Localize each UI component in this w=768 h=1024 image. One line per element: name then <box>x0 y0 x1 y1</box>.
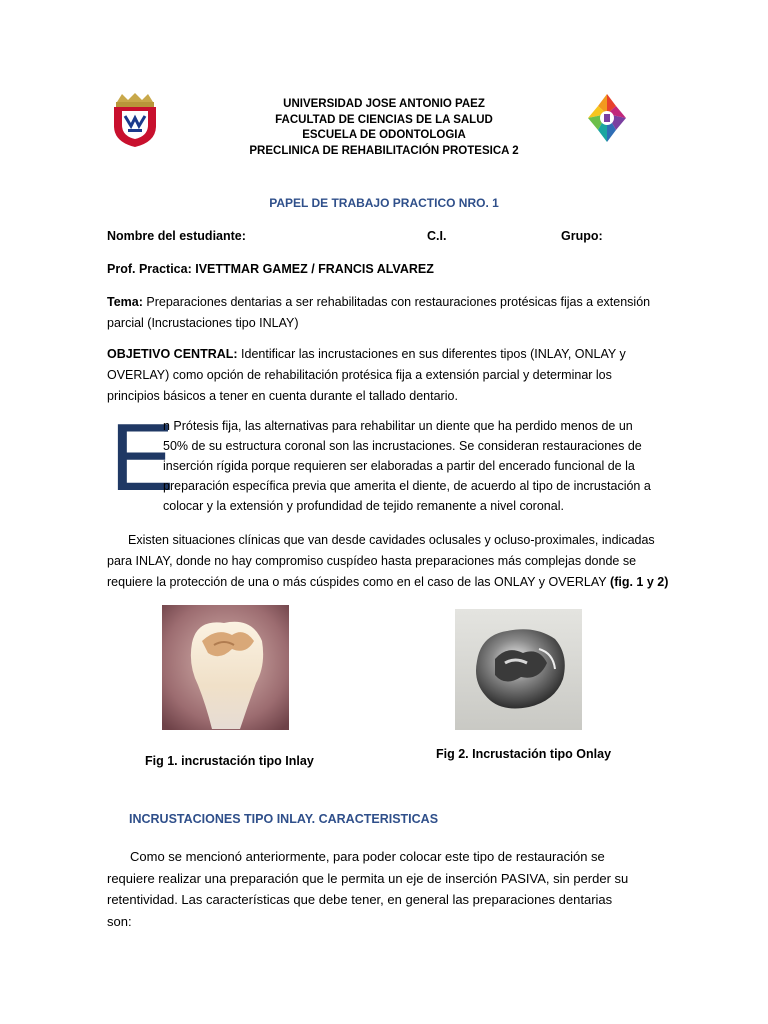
intro-line: colocar y la extensión y profundidad de tejido remanente a nivel coronal. <box>163 499 564 513</box>
intro-line: 50% de su estructura coronal son las incrustaciones. Se consideran restauraciones de <box>163 439 642 453</box>
header-university: UNIVERSIDAD JOSE ANTONIO PAEZ <box>283 98 485 110</box>
tema-text-2: parcial (Incrustaciones tipo INLAY) <box>107 316 299 330</box>
fig1-caption: Fig 1. incrustación tipo Inlay <box>145 754 314 768</box>
group-label: Grupo: <box>561 229 603 243</box>
university-crest-logo <box>110 92 160 148</box>
student-name-label: Nombre del estudiante: <box>107 229 246 243</box>
objetivo-text-3: principios básicos a tener en cuenta durante el tallado dentario. <box>107 389 458 403</box>
tema-label: Tema: <box>107 295 143 309</box>
situaciones-text-2: para INLAY, donde no hay compromiso cuspídeo hasta preparaciones más complejas donde se <box>107 554 637 568</box>
closing-paragraph <box>107 846 672 932</box>
section-title: INCRUSTACIONES TIPO INLAY. CARACTERISTICAS <box>129 812 439 826</box>
objetivo-text-2: OVERLAY) como opción de rehabilitación protésica fija a extensión parcial y determinar los <box>107 368 612 382</box>
header-block <box>200 97 568 159</box>
closing-text-2: requiere realizar una preparación que le permita un eje de inserción PASIVA, sin perder su <box>107 870 629 886</box>
situaciones-paragraph <box>107 530 672 593</box>
situaciones-text-1: Existen situaciones clínicas que van desde cavidades oclusales y ocluso-proximales, indicadas <box>128 533 655 547</box>
objetivo-text-1: Identificar las incrustaciones en sus diferentes tipos (INLAY, ONLAY y <box>237 347 626 361</box>
situaciones-text-3: requiere la protección de una o más cúspides como en el caso de las ONLAY y OVERLAY <box>107 575 607 589</box>
intro-line: preparación específica previa que amerita el diente, de acuerdo al tipo de incrustación a <box>163 479 651 493</box>
intro-paragraph <box>163 416 668 516</box>
header-faculty: FACULTAD DE CIENCIAS DE LA SALUD <box>275 113 493 126</box>
fig2-caption: Fig 2. Incrustación tipo Onlay <box>436 747 612 761</box>
onlay-metal-photo <box>455 609 582 730</box>
closing-text-4: son: <box>107 913 132 929</box>
figure-reference: (fig. 1 y 2) <box>606 575 669 589</box>
header-school: ESCUELA DE ODONTOLOGIA <box>302 129 466 141</box>
intro-line: inserción rígida porque requieren ser elaboradas a partir del encerado funcional de la <box>163 459 635 473</box>
ci-label: C.I. <box>427 229 447 243</box>
objetivo-label: OBJETIVO CENTRAL: <box>107 347 238 361</box>
drop-cap-letter: E <box>110 404 175 511</box>
closing-text-1: Como se mencionó anteriormente, para poder colocar este tipo de restauración se <box>130 849 605 864</box>
tema-paragraph <box>107 292 667 334</box>
faculty-logo <box>586 92 628 144</box>
closing-text-3: retentividad. Las características que debe tener, en general las preparaciones dentarias <box>107 892 613 907</box>
header-course: PRECLINICA DE REHABILITACIÓN PROTESICA 2 <box>249 144 519 157</box>
inlay-tooth-photo <box>162 605 289 730</box>
tema-text-1: Preparaciones dentarias a ser rehabilitadas con restauraciones protésicas fijas a extensión <box>142 295 651 309</box>
objetivo-paragraph <box>107 344 667 407</box>
document-title: PAPEL DE TRABAJO PRACTICO NRO. 1 <box>269 196 499 210</box>
professor-line: Prof. Practica: IVETTMAR GAMEZ / FRANCIS ALVAREZ <box>107 262 434 276</box>
intro-line: n Prótesis fija, las alternativas para rehabilitar un diente que ha perdido menos de un <box>163 419 633 433</box>
